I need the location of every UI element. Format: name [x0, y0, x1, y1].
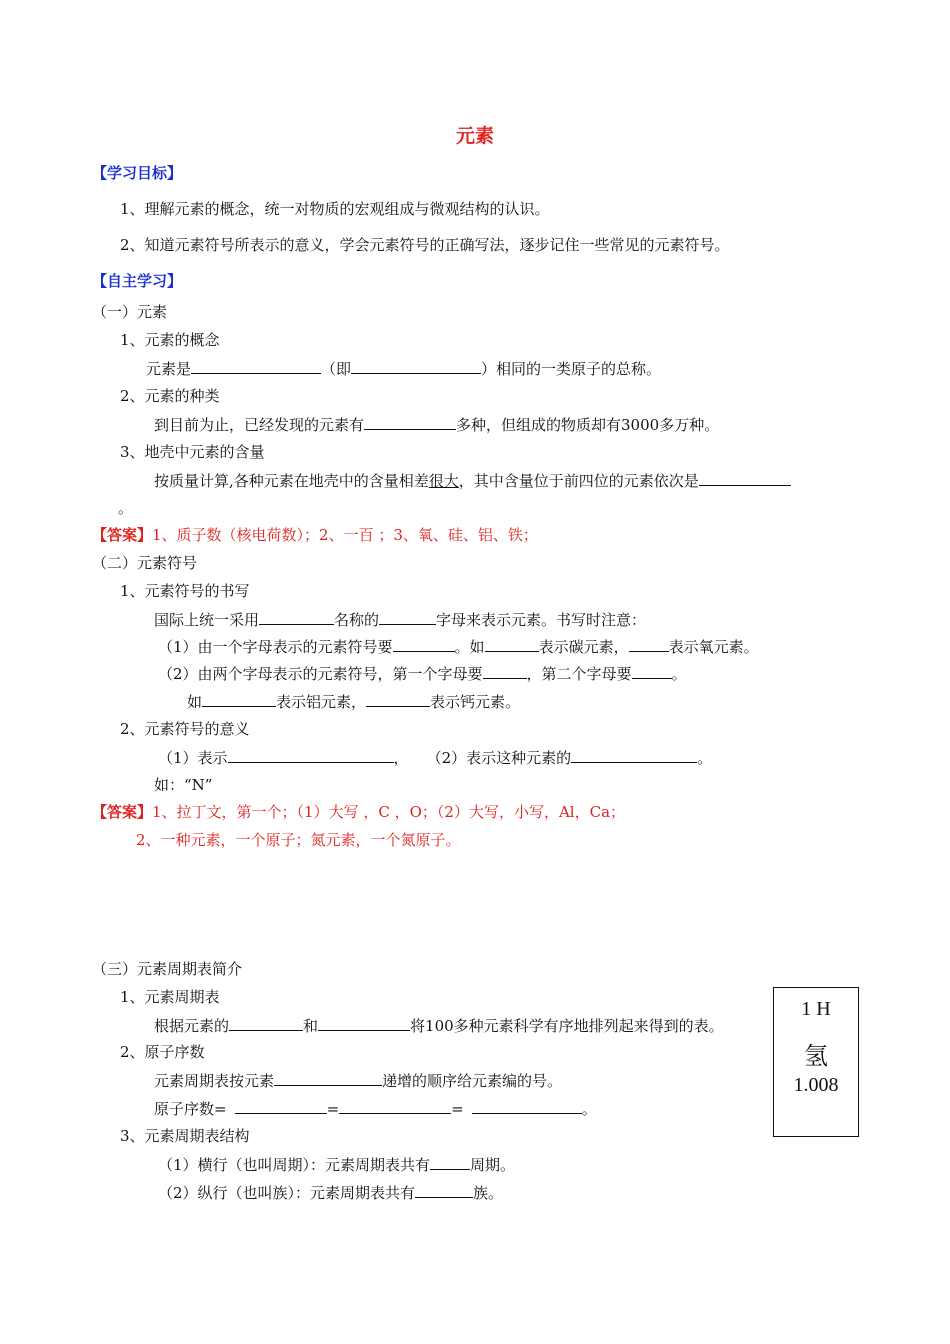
rule1-b: 。如 [454, 638, 485, 656]
sec1-sub3: 3、地壳中元素的含量 [120, 443, 265, 461]
blank [202, 691, 276, 707]
blank [483, 663, 527, 679]
mean-a: （1）表示 [158, 749, 228, 767]
crust-period: 。 [118, 499, 134, 517]
section-1-title: （一）元素 [92, 303, 168, 321]
answer-2-line-2: 2、一种元素，一个原子；氮元素，一个氮原子。 [136, 831, 461, 849]
ex-c: 表示钙元素。 [430, 693, 521, 711]
blank [318, 1015, 410, 1031]
rule1-a: （1）由一个字母表示的元素符号要 [158, 638, 393, 656]
self-study-heading: 【自主学习】 [92, 272, 183, 290]
section-3-title: （三）元素周期表简介 [92, 960, 243, 978]
sec3-sub1: 1、元素周期表 [120, 988, 220, 1006]
blank [191, 358, 321, 374]
sec1-sub1: 1、元素的概念 [120, 331, 220, 349]
rule-2-line [158, 663, 687, 684]
mean-b: ， [393, 749, 409, 767]
page-title: 元素 [455, 125, 494, 147]
crust-a: 按质量计算,各种元素在地壳中的含量相差 [154, 472, 429, 490]
eq-c: = [451, 1100, 464, 1118]
kinds-b: 多种，但组成的物质却有3000多万种。 [456, 416, 720, 434]
mean-c: （2）表示这种元素的 [426, 749, 572, 767]
blank [274, 1070, 382, 1086]
blank [393, 636, 455, 652]
col-b: 族。 [473, 1184, 504, 1202]
blank [472, 1098, 582, 1114]
blank [228, 747, 394, 763]
row-line [158, 1154, 515, 1175]
blank [366, 691, 430, 707]
crust-b: ，其中含量位于前四位的元素依次是 [458, 472, 699, 490]
definition-b: （即 [321, 360, 352, 378]
answer-label: 【答案】 [92, 803, 153, 821]
blank [699, 470, 791, 486]
answer-label: 【答案】 [92, 526, 153, 544]
number-line [154, 1070, 562, 1091]
ex-a: 如 [187, 693, 203, 711]
mean-d: 。 [697, 749, 713, 767]
num-b: 递增的顺序给元素编的号。 [382, 1072, 563, 1090]
table-a: 根据元素的 [154, 1017, 230, 1035]
eq-d: 。 [581, 1100, 597, 1118]
rule2-c: 。 [671, 665, 687, 683]
blank [229, 1015, 303, 1031]
sec2-sub1: 1、元素符号的书写 [120, 582, 250, 600]
blank [415, 1182, 473, 1198]
column-line [158, 1182, 503, 1203]
rule1-d: 表示氧元素。 [668, 638, 759, 656]
meaning-line [158, 747, 712, 768]
blank [379, 609, 436, 625]
blank [235, 1098, 327, 1114]
blank [339, 1098, 451, 1114]
ex-b: 表示铝元素， [276, 693, 367, 711]
element-number-symbol: 1 H [801, 998, 831, 1020]
intl-b: 名称的 [334, 611, 380, 629]
rule-1-line [158, 636, 759, 657]
blank [364, 414, 456, 430]
element-mass: 1.008 [793, 1074, 839, 1096]
definition-c: ）相同的一类原子的总称。 [481, 360, 662, 378]
eq-a: 原子序数= [154, 1100, 227, 1118]
blank [632, 663, 672, 679]
table-b: 和 [303, 1017, 319, 1035]
crust-line [154, 470, 791, 491]
blank [629, 636, 669, 652]
kinds-a: 到目前为止，已经发现的元素有 [154, 416, 365, 434]
table-line [154, 1015, 724, 1036]
element-name: 氢 [804, 1044, 828, 1070]
row-b: 周期。 [470, 1156, 516, 1174]
intl-a: 国际上统一采用 [154, 611, 260, 629]
answer-text: 1、拉丁文，第一个；（1）大写 ，C ，O；（2）大写，小写，Al，Ca； [152, 803, 626, 821]
num-a: 元素周期表按元素 [154, 1072, 275, 1090]
row-a: （1）横行（也叫周期）：元素周期表共有 [158, 1156, 431, 1174]
blank [430, 1154, 470, 1170]
intl-c: 字母来表示元素。书写时注意： [436, 611, 647, 629]
col-a: （2）纵行（也叫族）：元素周期表共有 [158, 1184, 416, 1202]
sec1-sub2: 2、元素的种类 [120, 387, 220, 405]
definition-line [146, 358, 661, 379]
rule2-a: （2）由两个字母表示的元素符号，第一个字母要 [158, 665, 483, 683]
blank [259, 609, 334, 625]
intl-line [154, 609, 646, 630]
rule2-b: ，第二个字母要 [526, 665, 632, 683]
answer-1 [92, 525, 538, 545]
blank [571, 747, 697, 763]
table-c: 将100多种元素科学有序地排列起来得到的表。 [410, 1017, 724, 1035]
sec3-sub2: 2、原子序数 [120, 1043, 205, 1061]
goal-item-1: 1、理解元素的概念，统一对物质的宏观组成与微观结构的认识。 [120, 200, 550, 218]
answer-text: 1、质子数（核电荷数）；2、一百 ；3、氧、硅、铝、铁； [152, 526, 538, 544]
answer-2 [92, 802, 625, 822]
definition-a: 元素是 [146, 360, 192, 378]
eq-b: = [326, 1100, 340, 1118]
goal-item-2: 2、知道元素符号所表示的意义，学会元素符号的正确写法，逐步记住一些常见的元素符号。 [120, 236, 730, 254]
rule1-c: 表示碳元素， [538, 638, 629, 656]
sec3-sub3: 3、元素周期表结构 [120, 1127, 250, 1145]
equation-line [154, 1098, 597, 1119]
kinds-line [154, 414, 719, 435]
section-2-title: （二）元素符号 [92, 554, 198, 572]
goals-heading: 【学习目标】 [92, 164, 183, 182]
blank [351, 358, 481, 374]
example-n: 如：“N” [154, 776, 213, 794]
sec2-sub2: 2、元素符号的意义 [120, 720, 250, 738]
blank [485, 636, 539, 652]
crust-underlined: 很大 [428, 472, 459, 490]
hydrogen-element-card [773, 987, 859, 1137]
example-line [187, 691, 520, 712]
